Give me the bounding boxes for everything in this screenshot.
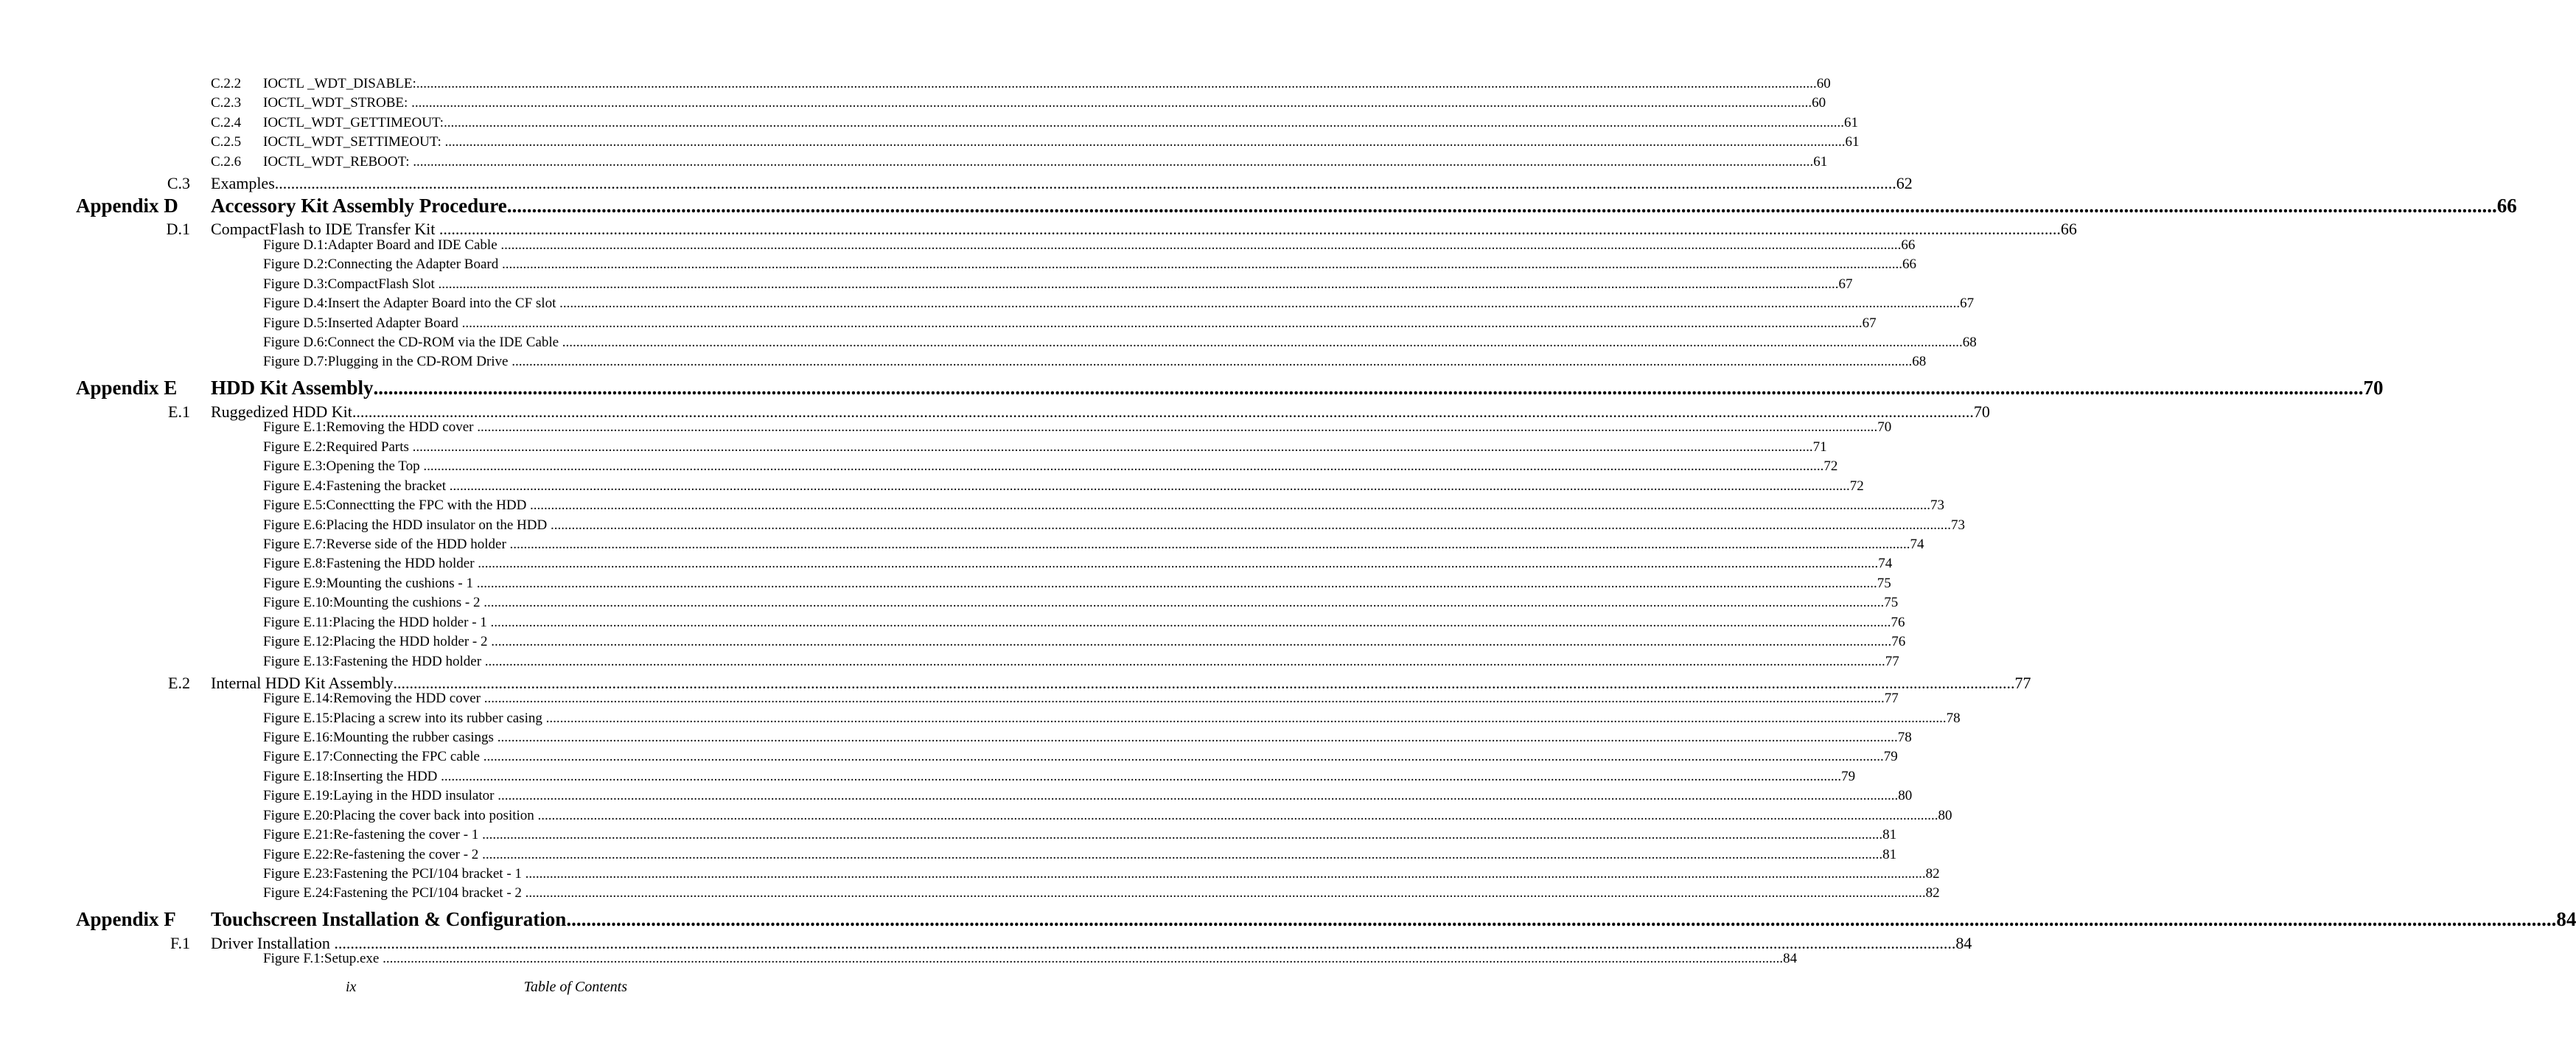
toc-entry-line <box>263 654 1899 670</box>
dot-leader: ................................................................................................................................................................................................................................................................................................................................................................................................................ <box>413 154 1814 170</box>
dot-leader: ................................................................................................................................................................................................................................................................................................................................................................................................................ <box>352 402 1974 421</box>
toc-entry-page: 60 <box>1812 95 1826 111</box>
dot-leader: ................................................................................................................................................................................................................................................................................................................................................................................................................ <box>373 377 2364 399</box>
toc-entry-page: 73 <box>1930 498 1945 513</box>
toc-entry-title: Figure E.17:Connecting the FPC cable <box>263 749 484 764</box>
toc-entry-line <box>263 595 1899 611</box>
toc-entry-title: Figure E.21:Re-fastening the cover - 1 <box>263 827 483 842</box>
toc-entry-line <box>263 315 1877 332</box>
toc-entry-sub[interactable] <box>0 154 1828 172</box>
toc-entry-page: 77 <box>1885 654 1899 669</box>
toc-entry-line <box>263 885 1940 901</box>
toc-entry-line <box>263 354 1927 370</box>
toc-entry-sub[interactable] <box>0 134 1860 152</box>
toc-entry-page: 79 <box>1841 769 1856 784</box>
toc-entry-fig[interactable] <box>0 808 1952 826</box>
toc-entry-title: HDD Kit Assembly <box>211 377 374 399</box>
dot-leader: ................................................................................................................................................................................................................................................................................................................................................................................................................ <box>500 237 1902 253</box>
toc-entry-number: C.2.5 <box>211 134 242 150</box>
toc-entry-fig[interactable] <box>0 769 1856 786</box>
toc-entry-title: Driver Installation <box>211 934 335 952</box>
toc-entry-page: 75 <box>1877 576 1891 591</box>
toc-entry-line <box>263 256 1916 273</box>
dot-leader: ................................................................................................................................................................................................................................................................................................................................................................................................................ <box>545 711 1947 726</box>
dot-leader: ................................................................................................................................................................................................................................................................................................................................................................................................................ <box>490 615 1891 630</box>
toc-entry-title: Figure E.9:Mounting the cushions - 1 <box>263 576 477 591</box>
toc-entry-page: 67 <box>1838 276 1853 292</box>
toc-entry-line <box>263 95 1826 111</box>
toc-entry-page: 67 <box>1960 296 1975 311</box>
toc-entry-page: 77 <box>1884 691 1899 706</box>
dot-leader: ................................................................................................................................................................................................................................................................................................................................................................................................................ <box>497 730 1898 745</box>
toc-entry-fig[interactable] <box>0 885 1940 903</box>
toc-entry-page: 80 <box>1938 808 1952 823</box>
toc-entry-line <box>263 576 1891 592</box>
toc-entry-fig[interactable] <box>0 537 1924 554</box>
toc-entry-line <box>263 711 1961 727</box>
toc-entry-number: Appendix F <box>76 908 176 930</box>
toc-entry-page: 61 <box>1813 154 1828 170</box>
toc-entry-title: Figure F.1:Setup.exe <box>263 951 383 966</box>
toc-entry-title: Figure D.3:CompactFlash Slot <box>263 276 439 292</box>
toc-entry-line <box>263 115 1858 131</box>
toc-entry-page: 82 <box>1925 885 1940 901</box>
toc-entry-page: 66 <box>2496 195 2517 217</box>
toc-entry-fig[interactable] <box>0 335 1977 352</box>
toc-entry-fig[interactable] <box>0 951 1798 969</box>
dot-leader: ................................................................................................................................................................................................................................................................................................................................................................................................................ <box>525 885 1926 901</box>
dot-leader: ................................................................................................................................................................................................................................................................................................................................................................................................................ <box>491 634 1892 649</box>
toc-entry-fig[interactable] <box>0 556 1893 573</box>
dot-leader: ................................................................................................................................................................................................................................................................................................................................................................................................................ <box>512 354 1913 369</box>
toc-entry-title: Figure E.12:Placing the HDD holder - 2 <box>263 634 492 649</box>
toc-entry-fig[interactable] <box>0 439 1827 457</box>
dot-leader: ................................................................................................................................................................................................................................................................................................................................................................................................................ <box>506 195 2497 217</box>
dot-leader: ................................................................................................................................................................................................................................................................................................................................................................................................................ <box>483 749 1884 764</box>
toc-entry-page: 74 <box>1910 537 1924 552</box>
toc-entry-fig[interactable] <box>0 730 1912 747</box>
toc-entry-title: Figure E.1:Removing the HDD cover <box>263 419 478 435</box>
toc-entry-number: C.2.4 <box>211 115 242 130</box>
toc-entry-line <box>263 556 1893 572</box>
toc-entry-number: C.2.2 <box>211 76 242 91</box>
toc-entry-line <box>263 458 1838 475</box>
toc-entry-page: 68 <box>1962 335 1977 350</box>
toc-entry-page: 70 <box>1973 402 1990 421</box>
toc-entry-fig[interactable] <box>0 615 1905 632</box>
toc-entry-fig[interactable] <box>0 827 1897 845</box>
dot-leader: ................................................................................................................................................................................................................................................................................................................................................................................................................ <box>438 276 1839 292</box>
toc-entry-fig[interactable] <box>0 498 1945 515</box>
toc-entry-sub[interactable] <box>0 95 1826 113</box>
dot-leader: ................................................................................................................................................................................................................................................................................................................................................................................................................ <box>537 808 1938 823</box>
toc-entry-line <box>263 827 1897 843</box>
dot-leader: ................................................................................................................................................................................................................................................................................................................................................................................................................ <box>274 174 1896 192</box>
toc-entry-fig[interactable] <box>0 517 1965 535</box>
toc-entry-number: C.2.3 <box>211 95 242 111</box>
toc-entry-fig[interactable] <box>0 788 1913 806</box>
toc-entry-fig[interactable] <box>0 749 1898 767</box>
toc-entry-title: Figure E.18:Inserting the HDD <box>263 769 441 784</box>
toc-entry-title: Figure D.6:Connect the CD-ROM via the IDE Cable <box>263 335 562 350</box>
toc-entry-number: Appendix D <box>76 195 178 217</box>
toc-entry-title: IOCTL_WDT_GETTIMEOUT: <box>263 115 444 130</box>
dot-leader: ................................................................................................................................................................................................................................................................................................................................................................................................................ <box>423 458 1824 474</box>
dot-leader: ................................................................................................................................................................................................................................................................................................................................................................................................................ <box>502 256 1902 272</box>
toc-entry-title: Figure D.5:Inserted Adapter Board <box>263 315 462 331</box>
toc-entry-title: Figure E.13:Fastening the HDD holder <box>263 654 485 669</box>
toc-entry-line <box>263 478 1864 495</box>
toc-entry-line <box>263 517 1965 534</box>
toc-entry-title: Internal HDD Kit Assembly <box>211 674 394 692</box>
toc-entry-page: 66 <box>1902 256 1916 272</box>
toc-entry-page: 75 <box>1884 595 1899 610</box>
toc-entry-line <box>263 335 1977 351</box>
toc-entry-title: Figure E.19:Laying in the HDD insulator <box>263 788 498 803</box>
toc-entry-line <box>263 296 1975 312</box>
toc-entry-title: Figure E.7:Reverse side of the HDD holder <box>263 537 510 552</box>
dot-leader: ................................................................................................................................................................................................................................................................................................................................................................................................................ <box>562 335 1963 350</box>
toc-entry-fig[interactable] <box>0 711 1961 728</box>
toc-entry-page: 78 <box>1946 711 1961 726</box>
toc-entry-fig[interactable] <box>0 847 1897 865</box>
dot-leader: ................................................................................................................................................................................................................................................................................................................................................................................................................ <box>476 576 1877 591</box>
toc-entry-line <box>263 808 1952 824</box>
toc-entry-app[interactable] <box>0 908 2576 933</box>
toc-entry-number: C.3 <box>167 174 190 192</box>
dot-leader: ................................................................................................................................................................................................................................................................................................................................................................................................................ <box>484 691 1885 706</box>
toc-entry-title: IOCTL_WDT_REBOOT: <box>263 154 413 170</box>
toc-entry-number: D.1 <box>166 220 190 238</box>
toc-entry-title: Figure E.10:Mounting the cushions - 2 <box>263 595 484 610</box>
toc-entry-number: E.1 <box>168 402 190 421</box>
dot-leader: ................................................................................................................................................................................................................................................................................................................................................................................................................ <box>484 595 1885 610</box>
toc-entry-title: Figure E.11:Placing the HDD holder - 1 <box>263 615 491 630</box>
toc-entry-line <box>263 134 1860 150</box>
dot-leader: ................................................................................................................................................................................................................................................................................................................................................................................................................ <box>411 95 1812 111</box>
toc-entry-title: Figure E.20:Placing the cover back into position <box>263 808 538 823</box>
toc-entry-title: Figure E.16:Mounting the rubber casings <box>263 730 498 745</box>
dot-leader: ................................................................................................................................................................................................................................................................................................................................................................................................................ <box>566 908 2557 930</box>
toc-entry-title: Figure E.8:Fastening the HDD holder <box>263 556 478 571</box>
toc-entry-line <box>263 615 1905 631</box>
toc-entry-page: 81 <box>1882 827 1897 842</box>
toc-entry-title: Figure E.23:Fastening the PCI/104 bracket - 1 <box>263 866 526 882</box>
toc-entry-fig[interactable] <box>0 276 1853 294</box>
toc-entry-title: IOCTL _WDT_DISABLE: <box>263 76 416 91</box>
toc-entry-page: 61 <box>1843 115 1858 130</box>
toc-entry-page: 76 <box>1891 634 1906 649</box>
toc-entry-fig[interactable] <box>0 866 1940 884</box>
dot-leader: ................................................................................................................................................................................................................................................................................................................................................................................................................ <box>525 866 1926 882</box>
toc-entry-line <box>263 691 1899 707</box>
footer-page-number: ix <box>346 979 357 995</box>
dot-leader: ................................................................................................................................................................................................................................................................................................................................................................................................................ <box>484 654 1885 669</box>
dot-leader: ................................................................................................................................................................................................................................................................................................................................................................................................................ <box>559 296 1961 311</box>
dot-leader: ................................................................................................................................................................................................................................................................................................................................................................................................................ <box>550 517 1951 533</box>
toc-entry-line <box>211 195 2517 217</box>
toc-entry-title: Figure E.15:Placing a screw into its rubber casing <box>263 711 546 726</box>
dot-leader: ................................................................................................................................................................................................................................................................................................................................................................................................................ <box>441 769 1842 784</box>
toc-entry-line <box>263 749 1898 765</box>
toc-entry-line <box>263 730 1912 746</box>
toc-entry-page: 72 <box>1823 458 1838 474</box>
dot-leader: ................................................................................................................................................................................................................................................................................................................................................................................................................ <box>449 478 1850 494</box>
toc-entry-fig[interactable] <box>0 256 1916 274</box>
toc-entry-line <box>263 951 1798 967</box>
toc-entry-page: 82 <box>1925 866 1940 882</box>
toc-entry-page: 84 <box>1955 934 1972 952</box>
dot-leader: ................................................................................................................................................................................................................................................................................................................................................................................................................ <box>393 674 2015 692</box>
toc-entry-page: 67 <box>1862 315 1877 331</box>
toc-entry-fig[interactable] <box>0 419 1892 437</box>
toc-entry-number: Appendix E <box>76 377 178 399</box>
toc-entry-title: Figure E.22:Re-fastening the cover - 2 <box>263 847 483 862</box>
toc-entry-fig[interactable] <box>0 296 1975 313</box>
toc-entry-number: C.2.6 <box>211 154 242 170</box>
toc-entry-number: F.1 <box>170 934 190 952</box>
toc-entry-line <box>263 788 1913 804</box>
toc-entry-fig[interactable] <box>0 237 1916 255</box>
toc-entry-page: 66 <box>2060 220 2077 238</box>
toc-entry-title: Ruggedized HDD Kit <box>211 402 352 421</box>
toc-entry-title: Figure E.24:Fastening the PCI/104 bracket - 2 <box>263 885 526 901</box>
dot-leader: ................................................................................................................................................................................................................................................................................................................................................................................................................ <box>443 115 1844 130</box>
toc-entry-title: Figure D.4:Insert the Adapter Board into the CF slot <box>263 296 560 311</box>
dot-leader: ................................................................................................................................................................................................................................................................................................................................................................................................................ <box>498 788 1899 803</box>
toc-entry-fig[interactable] <box>0 595 1899 612</box>
dot-leader: ................................................................................................................................................................................................................................................................................................................................................................................................................ <box>439 220 2061 238</box>
toc-entry-page: 73 <box>1950 517 1965 533</box>
toc-entry-page: 60 <box>1816 76 1831 91</box>
toc-entry-page: 80 <box>1898 788 1913 803</box>
toc-entry-title: Figure D.7:Plugging in the CD-ROM Drive <box>263 354 512 369</box>
toc-entry-title: Accessory Kit Assembly Procedure <box>211 195 507 217</box>
toc-entry-page: 84 <box>1783 951 1798 966</box>
dot-leader: ................................................................................................................................................................................................................................................................................................................................................................................................................ <box>334 934 1956 952</box>
toc-entry-title: IOCTL_WDT_SETTIMEOUT: <box>263 134 445 150</box>
toc-entry-line <box>263 419 1892 436</box>
toc-entry-title: Examples <box>211 174 275 192</box>
toc-entry-line <box>263 498 1945 514</box>
toc-entry-line <box>263 154 1828 170</box>
toc-entry-title: Figure E.3:Opening the Top <box>263 458 424 474</box>
toc-entry-page: 81 <box>1882 847 1897 862</box>
toc-entry-title: Figure E.5:Connectting the FPC with the HDD <box>263 498 531 513</box>
dot-leader: ................................................................................................................................................................................................................................................................................................................................................................................................................ <box>509 537 1910 552</box>
toc-entry-fig[interactable] <box>0 315 1877 333</box>
toc-entry-line <box>211 174 1913 193</box>
toc-entry-line <box>263 237 1916 254</box>
dot-leader: ................................................................................................................................................................................................................................................................................................................................................................................................................ <box>477 419 1878 435</box>
dot-leader: ................................................................................................................................................................................................................................................................................................................................................................................................................ <box>530 498 1931 513</box>
toc-entry-title: Figure E.6:Placing the HDD insulator on the HDD <box>263 517 551 533</box>
toc-entry-fig[interactable] <box>0 458 1838 476</box>
toc-entry-page: 62 <box>1896 174 1913 192</box>
toc-entry-line <box>263 847 1897 863</box>
dot-leader: ................................................................................................................................................................................................................................................................................................................................................................................................................ <box>478 556 1879 571</box>
toc-entry-line <box>211 377 2384 399</box>
toc-entry-page: 84 <box>2556 908 2576 930</box>
toc-entry-sub[interactable] <box>0 76 1831 94</box>
toc-entry-title: IOCTL_WDT_STROBE: <box>263 95 412 111</box>
toc-entry-line <box>263 866 1940 882</box>
toc-entry-page: 74 <box>1878 556 1893 571</box>
toc-entry-fig[interactable] <box>0 478 1864 496</box>
toc-entry-page: 70 <box>2363 377 2384 399</box>
toc-entry-page: 77 <box>2014 674 2031 692</box>
dot-leader: ................................................................................................................................................................................................................................................................................................................................................................................................................ <box>383 951 1784 966</box>
toc-entry-line <box>263 276 1853 293</box>
toc-entry-sub[interactable] <box>0 115 1858 133</box>
toc-entry-title: Figure E.14:Removing the HDD cover <box>263 691 484 706</box>
toc-entry-page: 61 <box>1845 134 1860 150</box>
dot-leader: ................................................................................................................................................................................................................................................................................................................................................................................................................ <box>482 847 1883 862</box>
toc-entry-fig[interactable] <box>0 634 1906 652</box>
toc-entry-line <box>263 769 1856 785</box>
toc-entry-fig[interactable] <box>0 691 1899 708</box>
toc-entry-page: 78 <box>1897 730 1912 745</box>
toc-entry-title: Figure E.2:Required Parts <box>263 439 413 455</box>
toc-entry-title: CompactFlash to IDE Transfer Kit <box>211 220 439 238</box>
toc-entry-title: Figure D.2:Connecting the Adapter Board <box>263 256 502 272</box>
toc-entry-title: Figure E.4:Fastening the bracket <box>263 478 450 494</box>
toc-entry-page: 66 <box>1901 237 1916 253</box>
toc-entry-app[interactable] <box>0 377 2384 402</box>
toc-entry-page: 76 <box>1891 615 1905 630</box>
toc-entry-title: Figure D.1:Adapter Board and IDE Cable <box>263 237 501 253</box>
dot-leader: ................................................................................................................................................................................................................................................................................................................................................................................................................ <box>412 439 1813 455</box>
toc-entry-page: 72 <box>1849 478 1864 494</box>
toc-entry-line <box>263 537 1924 553</box>
toc-entry-fig[interactable] <box>0 576 1891 593</box>
toc-entry-page: 79 <box>1883 749 1898 764</box>
toc-entry-line <box>211 220 2077 239</box>
toc-entry-app[interactable] <box>0 195 2517 220</box>
toc-entry-line <box>263 439 1827 456</box>
toc-entry-page: 70 <box>1877 419 1892 435</box>
toc-entry-title: Touchscreen Installation & Configuration <box>211 908 567 930</box>
toc-entry-fig[interactable] <box>0 354 1927 371</box>
toc-entry-page: 71 <box>1812 439 1827 455</box>
toc-entry-page: 68 <box>1912 354 1927 369</box>
toc-entry-number: E.2 <box>168 674 190 692</box>
toc-entry-fig[interactable] <box>0 654 1899 671</box>
dot-leader: ................................................................................................................................................................................................................................................................................................................................................................................................................ <box>444 134 1846 150</box>
toc-entry-line <box>263 634 1906 650</box>
toc-entry-sec[interactable] <box>0 174 1913 195</box>
dot-leader: ................................................................................................................................................................................................................................................................................................................................................................................................................ <box>416 76 1817 91</box>
footer-section-title: Table of Contents <box>523 979 627 995</box>
dot-leader: ................................................................................................................................................................................................................................................................................................................................................................................................................ <box>482 827 1883 842</box>
toc-entry-line <box>263 76 1831 92</box>
dot-leader: ................................................................................................................................................................................................................................................................................................................................................................................................................ <box>461 315 1863 331</box>
toc-entry-line <box>211 908 2576 931</box>
